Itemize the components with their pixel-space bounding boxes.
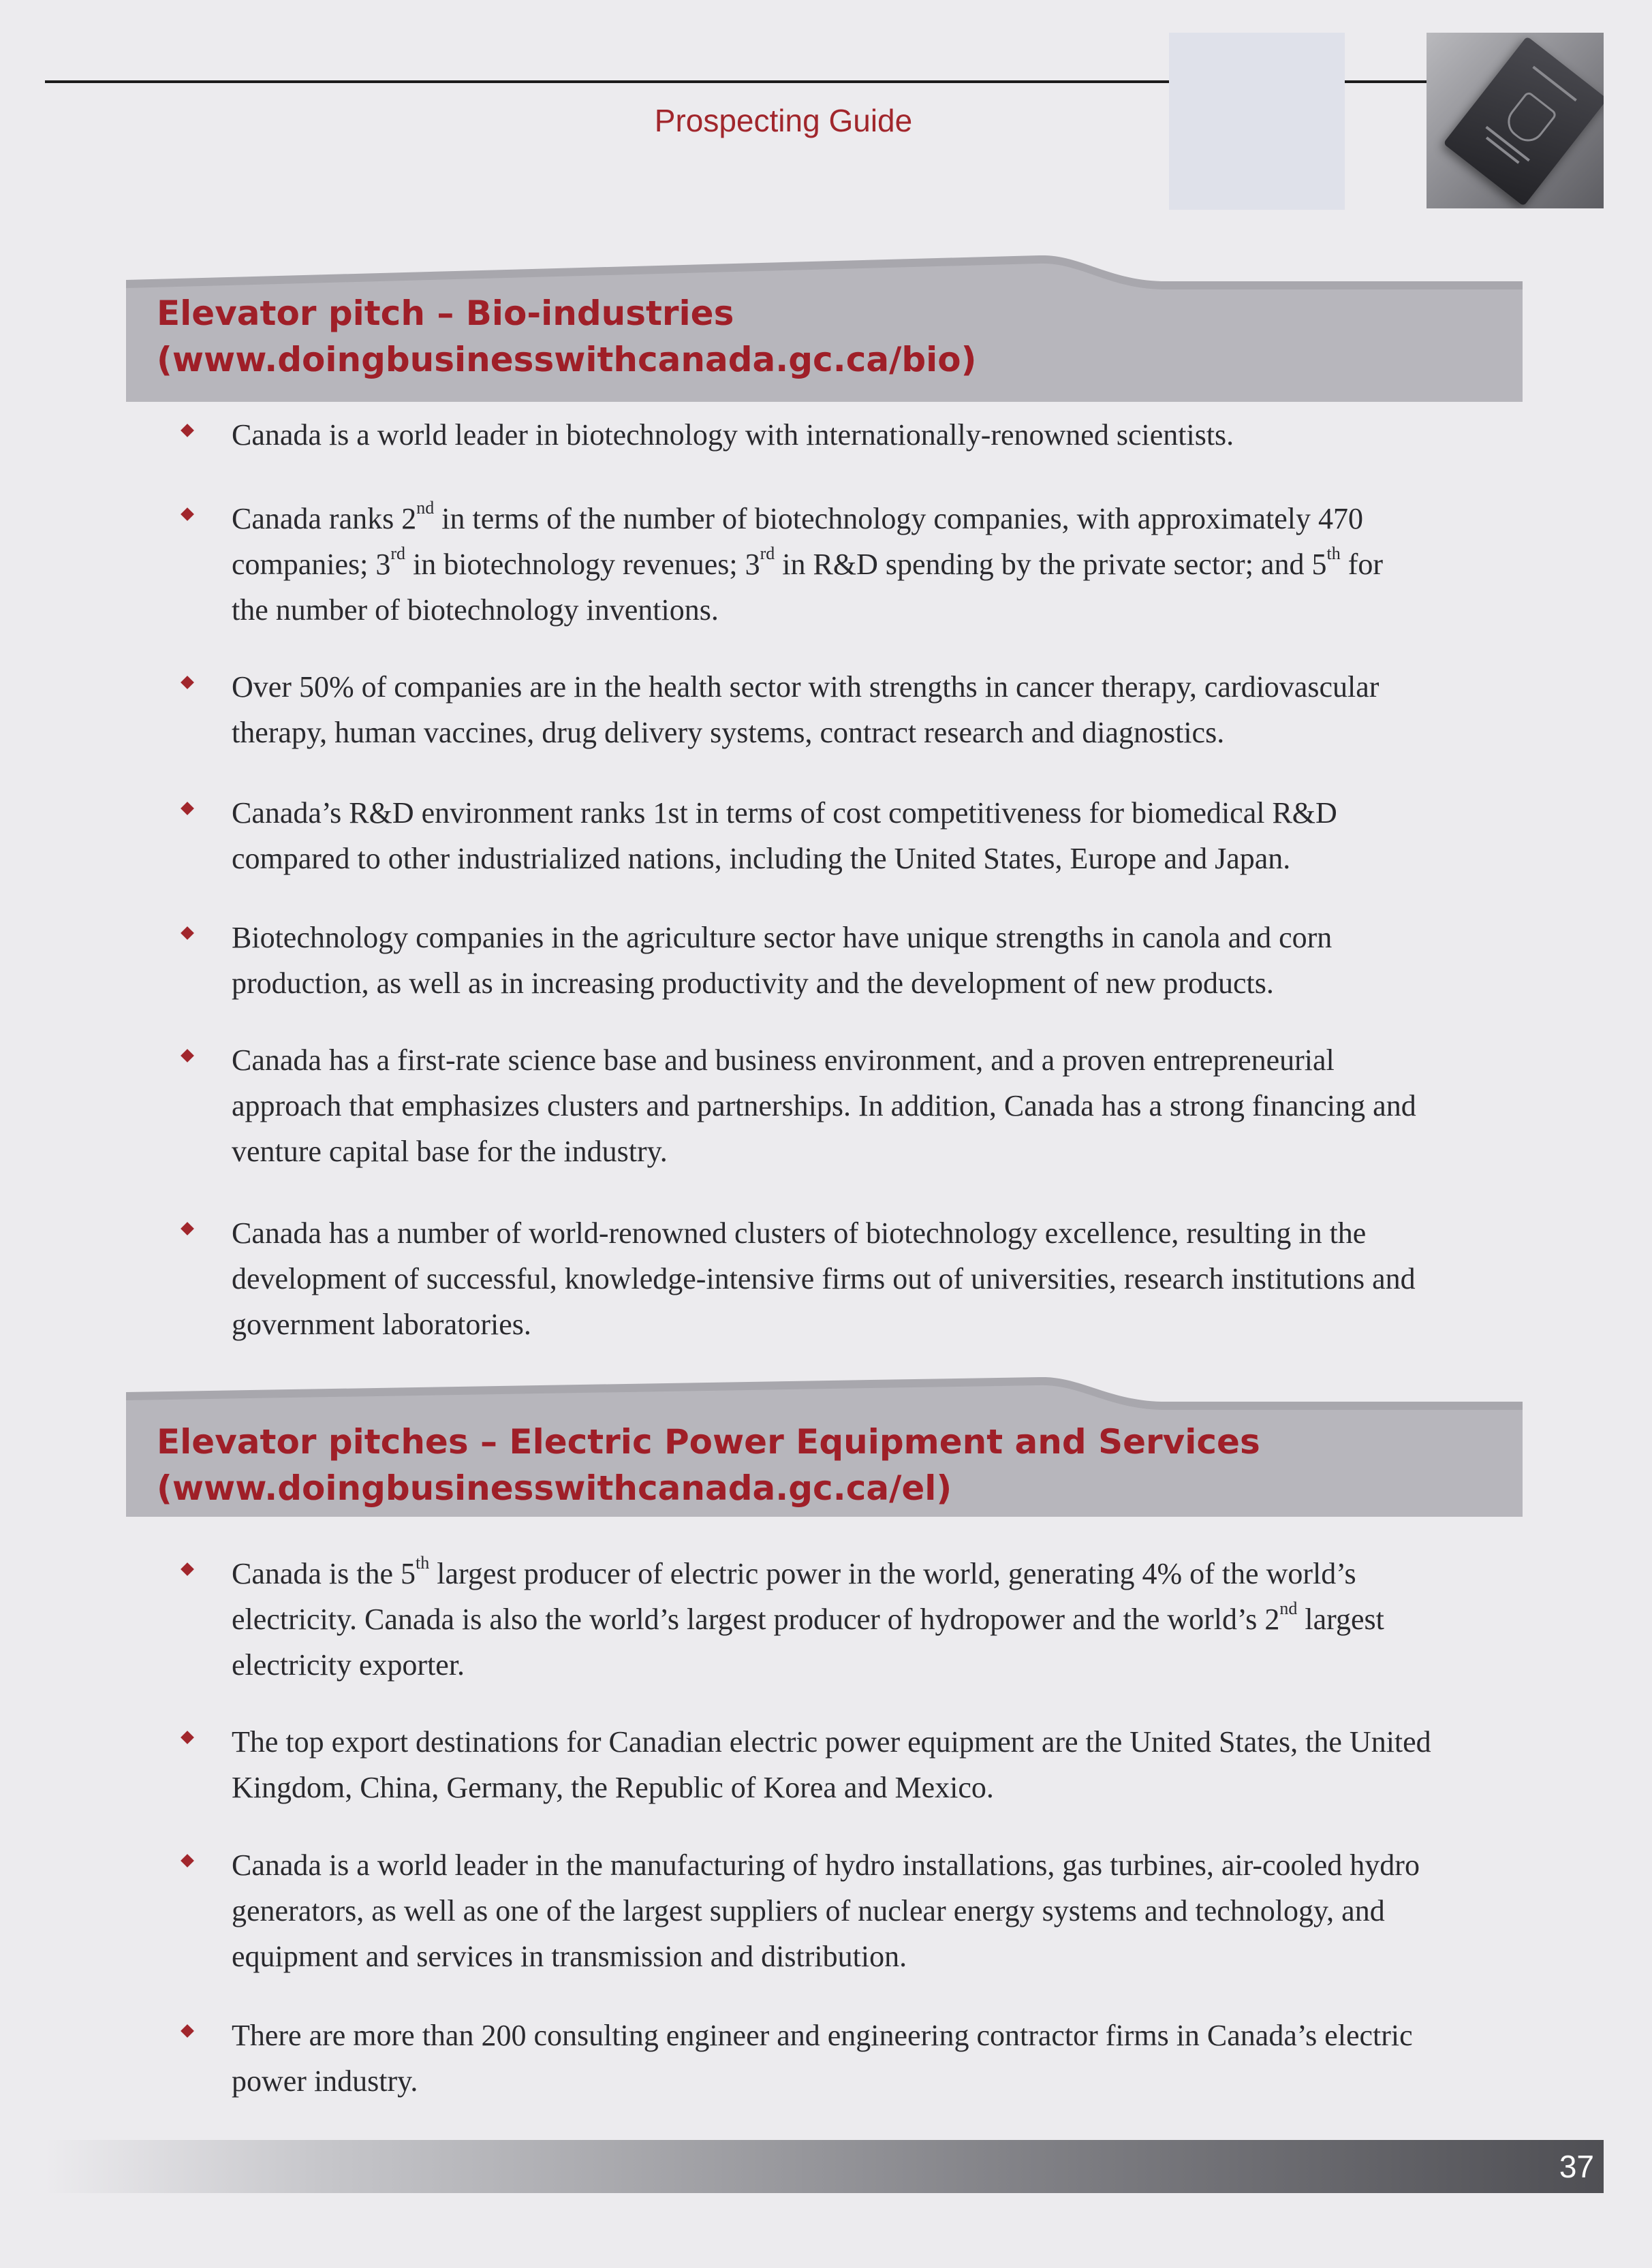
bullet-text	[232, 1719, 1526, 1810]
diamond-bullet-icon	[181, 802, 194, 815]
page-number: 37	[1559, 2149, 1594, 2184]
bullet-text	[232, 2013, 1526, 2104]
diamond-bullet-icon	[181, 926, 194, 940]
section-url: (www.doingbusinesswithcanada.gc.ca/el)	[157, 1468, 952, 1508]
bullet-text	[232, 915, 1526, 1006]
ordinal-superscript: nd	[1279, 1598, 1298, 1618]
bullet-text-line: development of successful, knowledge-intensive firms out of universities, research institutions and	[232, 1262, 1416, 1295]
section-title-line: Elevator pitches – Electric Power Equipment and Services	[157, 1422, 1260, 1462]
bullet-text-line: therapy, human vaccines, drug delivery systems, contract research and diagnostics.	[232, 716, 1225, 749]
bullet-text	[232, 496, 1526, 633]
bullet-text-line: Canada has a number of world-renowned clusters of biotechnology excellence, resulting in the	[232, 1216, 1367, 1250]
bullet-text	[232, 412, 1526, 458]
section-title-line: Elevator pitch – Bio-industries	[157, 294, 734, 333]
diamond-bullet-icon	[181, 507, 194, 521]
diamond-bullet-icon	[181, 2024, 194, 2038]
ordinal-superscript: rd	[760, 544, 775, 563]
bullet-text-line: electricity. Canada is also the world’s largest producer of hydropower and the world’s 2nd largest	[232, 1598, 1384, 1636]
bullet-text-line: approach that emphasizes clusters and partnerships. In addition, Canada has a strong financing and	[232, 1089, 1416, 1122]
bullet-text-line: equipment and services in transmission and distribution.	[232, 1940, 907, 1973]
diamond-bullet-icon	[181, 1854, 194, 1868]
ordinal-superscript: rd	[390, 544, 406, 563]
bullet-text-line: electricity exporter.	[232, 1648, 465, 1682]
bullet-text-line: government laboratories.	[232, 1308, 531, 1341]
bullet-text	[232, 790, 1526, 881]
diamond-bullet-icon	[181, 1731, 194, 1744]
bullet-text-line: Kingdom, China, Germany, the Republic of Korea and Mexico.	[232, 1771, 994, 1804]
section-band-bio	[126, 255, 1523, 402]
bullet-text-line: venture capital base for the industry.	[232, 1135, 668, 1168]
bullet-text-line: the number of biotechnology inventions.	[232, 593, 719, 627]
bullet-text	[232, 1551, 1526, 1688]
footer-bar	[45, 2140, 1604, 2193]
section-title-electric	[126, 1377, 1523, 1511]
bullet-text	[232, 1842, 1526, 1979]
bullet-text-line: Canada’s R&D environment ranks 1st in terms of cost competitiveness for biomedical R&D	[232, 796, 1337, 830]
ordinal-superscript: nd	[416, 498, 435, 518]
bullet-text-line: compared to other industrialized nations, including the United States, Europe and Japan.	[232, 842, 1291, 875]
diamond-bullet-icon	[181, 676, 194, 689]
diamond-bullet-icon	[181, 1222, 194, 1235]
bullet-text-line: generators, as well as one of the largest suppliers of nuclear energy systems and technology, and	[232, 1894, 1385, 1927]
section-url: (www.doingbusinesswithcanada.gc.ca/bio)	[157, 340, 977, 379]
bullet-text-line: Canada is a world leader in the manufacturing of hydro installations, gas turbines, air-cooled hydro	[232, 1848, 1420, 1882]
bullet-text	[232, 664, 1526, 755]
bullet-text-line: power industry.	[232, 2064, 418, 2098]
bullet-text-line: Canada is the 5th largest producer of electric power in the world, generating 4% of the world’s	[232, 1553, 1356, 1590]
page-header-title: Prospecting Guide	[654, 103, 913, 138]
bullet-text-line: companies; 3rd in biotechnology revenues; 3rd in R&D spending by the private sector; and 5th for	[232, 544, 1384, 581]
bullet-text-line: Over 50% of companies are in the health sector with strengths in cancer therapy, cardiovascular	[232, 670, 1380, 704]
bullet-text-line: The top export destinations for Canadian electric power equipment are the United States, the United	[232, 1725, 1431, 1759]
section-band-electric	[126, 1377, 1523, 1517]
bullet-text-line: Biotechnology companies in the agriculture sector have unique strengths in canola and corn	[232, 921, 1332, 954]
bullet-text-line: There are more than 200 consulting engineer and engineering contractor firms in Canada’s electric	[232, 2019, 1413, 2052]
diamond-bullet-icon	[181, 424, 194, 437]
bullet-text-line: Canada is a world leader in biotechnology with internationally-renowned scientists.	[232, 418, 1234, 452]
section-title-bio	[126, 255, 1523, 383]
bullet-text-line: Canada has a first-rate science base and business environment, and a proven entrepreneurial	[232, 1043, 1335, 1077]
ordinal-superscript: th	[416, 1553, 430, 1573]
ordinal-superscript: th	[1326, 544, 1341, 563]
diamond-bullet-icon	[181, 1049, 194, 1062]
bullet-text-line: Canada ranks 2nd in terms of the number of biotechnology companies, with approximately 470	[232, 498, 1363, 535]
bullet-text	[232, 1210, 1526, 1347]
bullet-text-line: production, as well as in increasing productivity and the development of new products.	[232, 966, 1274, 1000]
bullet-text	[232, 1037, 1526, 1174]
diamond-bullet-icon	[181, 1562, 194, 1576]
